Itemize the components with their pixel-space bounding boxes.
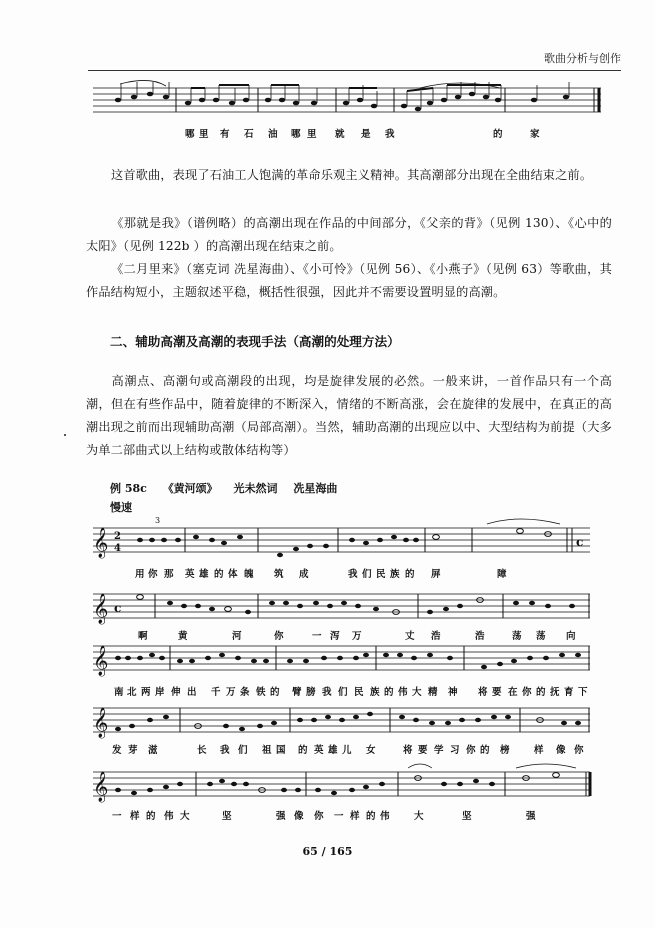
lyric: 的 [384,687,394,698]
section-paragraph: 高潮点、高潮句或高潮段的出现，均是旋律发展的必然。一般来讲，一首作品只有一个高潮，但在有些作品中，随着旋律的不断深入，情绪的不断高涨，会在旋律的发展中，在真正的高潮出现之前而出现辅助高潮（局部高潮）。当然，辅助高潮的出现应以中、大型结构为前提（大多为单二部曲式以上结构或散体结构等） [86,374,612,457]
lyric: 障 [497,569,507,580]
music-staff-3 [0,636,655,678]
top-lyrics [0,126,655,140]
lyric: 屏 [431,569,441,580]
lyric: 族 [370,687,380,698]
lyric: 膀 [306,687,316,698]
lyrics-row-3 [0,684,655,698]
lyric: 们 [238,745,248,756]
lyric: 你 [466,745,476,756]
lyric: 哪 [291,129,301,140]
lyric: 神 [448,687,458,698]
lyric: 的 [480,745,490,756]
lyric: 们 [362,569,372,580]
lyric: 北 [127,687,137,698]
music-staff-1 [0,518,655,560]
music-staff-4 [0,698,655,740]
lyric: 有 [220,129,230,140]
lyric: 儿 [342,745,352,756]
lyric: 里 [199,129,209,140]
lyric: 的 [298,745,308,756]
lyric: 伟 [380,811,390,822]
lyric: 荡 [536,631,546,642]
lyric: 我 [220,745,230,756]
svg-text:2: 2 [114,531,121,542]
lyric: 样 [350,811,360,822]
lyric: 抚 [550,687,560,698]
lyric: 们 [338,687,348,698]
lyric: 出 [187,687,197,698]
lyric: 体 [228,569,238,580]
lyric: 泻 [330,631,340,642]
lyric: 的 [536,687,546,698]
lyric: 样 [534,745,544,756]
lyric: 大 [180,811,190,822]
lyric: 国 [276,745,286,756]
lyric: 一 [334,811,344,822]
lyric: 你 [274,631,284,642]
lyric: 你 [148,569,158,580]
lyric: 伟 [398,687,408,698]
lyric: 是 [361,129,371,140]
lyrics-row-1 [0,566,655,580]
lyric: 荡 [512,631,522,642]
lyric: 雄 [328,745,338,756]
example-caption [110,480,349,496]
lyric: 样 [130,811,140,822]
lyric: 像 [556,745,566,756]
lyric: 条 [240,687,250,698]
lyric: 将 [478,687,488,698]
example-label: 例 58c [110,482,147,495]
lyric: 强 [526,811,536,822]
svg-text:𝄞: 𝄞 [93,594,109,624]
svg-text:𝄞: 𝄞 [93,528,109,558]
music-staff-5 [0,762,655,804]
lyric: 像 [294,811,304,822]
lyric: 坚 [222,811,232,822]
lyric: 你 [314,811,324,822]
lyric: 丈 [405,631,415,642]
lyric: 在 [508,687,518,698]
lyric: 油 [268,129,278,140]
lyric: 那 [164,569,174,580]
tempo-marking: 慢速 [110,501,132,514]
lyric: 要 [418,745,428,756]
lyric: 族 [390,569,400,580]
lyric: 两 [141,687,151,698]
lyric: 我 [348,569,358,580]
lyric: 育 [564,687,574,698]
lyric: 的 [405,569,415,580]
header-rule [88,70,621,71]
lyric: 芽 [128,745,138,756]
lyric: 大 [414,811,424,822]
body-paragraph: 《二月里来》（塞克词 冼星海曲）、《小可怜》（见例 56）、《小燕子》（见例 63）等歌曲，其作品结构短小，主题叙述平稳，概括性很强，因此并不需要设置明显的高潮。 [86,262,612,299]
svg-text:4: 4 [114,543,121,554]
lyric: 要 [492,687,502,698]
lyric: 女 [366,745,376,756]
lyric: 南 [114,687,124,698]
lyric: 强 [276,811,286,822]
lyric: 伸 [171,687,181,698]
lyric: 将 [403,745,413,756]
page-number: 65 / 165 [302,845,353,858]
lyric: 千 [211,687,221,698]
lyric: 祖 [262,745,272,756]
lyric: 学 [434,745,444,756]
lyric: 长 [197,745,207,756]
lyric: 就 [335,129,345,140]
lyric: 雄 [199,569,209,580]
svg-text:c: c [576,535,584,549]
music-staff-2 [0,584,655,626]
lyric: 岸 [155,687,165,698]
lyric: 的 [493,129,503,140]
lyric: 万 [352,631,362,642]
lyric: 家 [530,129,540,140]
svg-text:𝄞: 𝄞 [93,772,109,802]
lyric: 哪 [185,129,195,140]
lyric: 我 [322,687,332,698]
svg-text:𝄞: 𝄞 [93,646,109,676]
lyric: 英 [185,569,195,580]
lyric: 下 [578,687,588,698]
lyric: 用 [135,569,145,580]
example-title: 《黄河颂》 [162,482,218,495]
lyric: 发 [112,745,122,756]
lyric: 成 [299,569,309,580]
lyric: 民 [376,569,386,580]
lyric: 习 [450,745,460,756]
lyric: 我 [385,129,395,140]
example-lyricist: 光未然词 [233,482,278,495]
lyric: 一 [312,631,322,642]
lyric: 黄 [178,631,188,642]
lyric: 浩 [475,631,485,642]
lyric: 啊 [138,631,148,642]
lyric: 滋 [148,745,158,756]
top-music-staff [0,82,655,124]
section-heading: 二、辅助高潮及高潮的表现手法（高潮的处理方法） [110,334,400,349]
lyric: 一 [112,811,122,822]
svg-text:𝄞: 𝄞 [93,708,109,738]
lyric: 河 [232,631,242,642]
lyric: 伟 [164,811,174,822]
lyric: 大 [412,687,422,698]
lyric: 英 [314,745,324,756]
running-header: 歌曲分析与创作 [544,52,621,65]
lyrics-row-5 [0,808,655,822]
lyric: 万 [226,687,236,698]
lyric: 的 [366,811,376,822]
lyric: 浩 [431,631,441,642]
lyric: 坚 [462,811,472,822]
lyric: 你 [522,687,532,698]
body-paragraph: 这首歌曲，表现了石油工人饱满的革命乐观主义精神。其高潮部分出现在全曲结束之前。 [111,168,593,182]
svg-text:c: c [114,601,122,615]
lyric: 筑 [274,569,284,580]
lyric: 铁 [256,687,266,698]
lyric: 臂 [292,687,302,698]
lyric: 的 [270,687,280,698]
lyric: 魄 [244,569,254,580]
lyric: 民 [354,687,364,698]
lyric: 精 [428,687,438,698]
lyric: 向 [566,631,576,642]
triplet-mark: 3 [155,516,161,525]
lyric: 榜 [500,745,510,756]
body-paragraph: 《那就是我》（谱例略）的高潮出现在作品的中间部分，《父亲的背》（见例 130）、《心中的太阳》（见例 122b ）的高潮出现在结束之前。 [86,216,612,253]
lyric: 的 [214,569,224,580]
lyric: 的 [146,811,156,822]
margin-dot [64,434,66,436]
lyric: 里 [307,129,317,140]
lyric: 石 [244,129,254,140]
lyrics-row-4 [0,742,655,756]
example-composer: 冼星海曲 [293,482,338,495]
lyric: 你 [574,745,584,756]
